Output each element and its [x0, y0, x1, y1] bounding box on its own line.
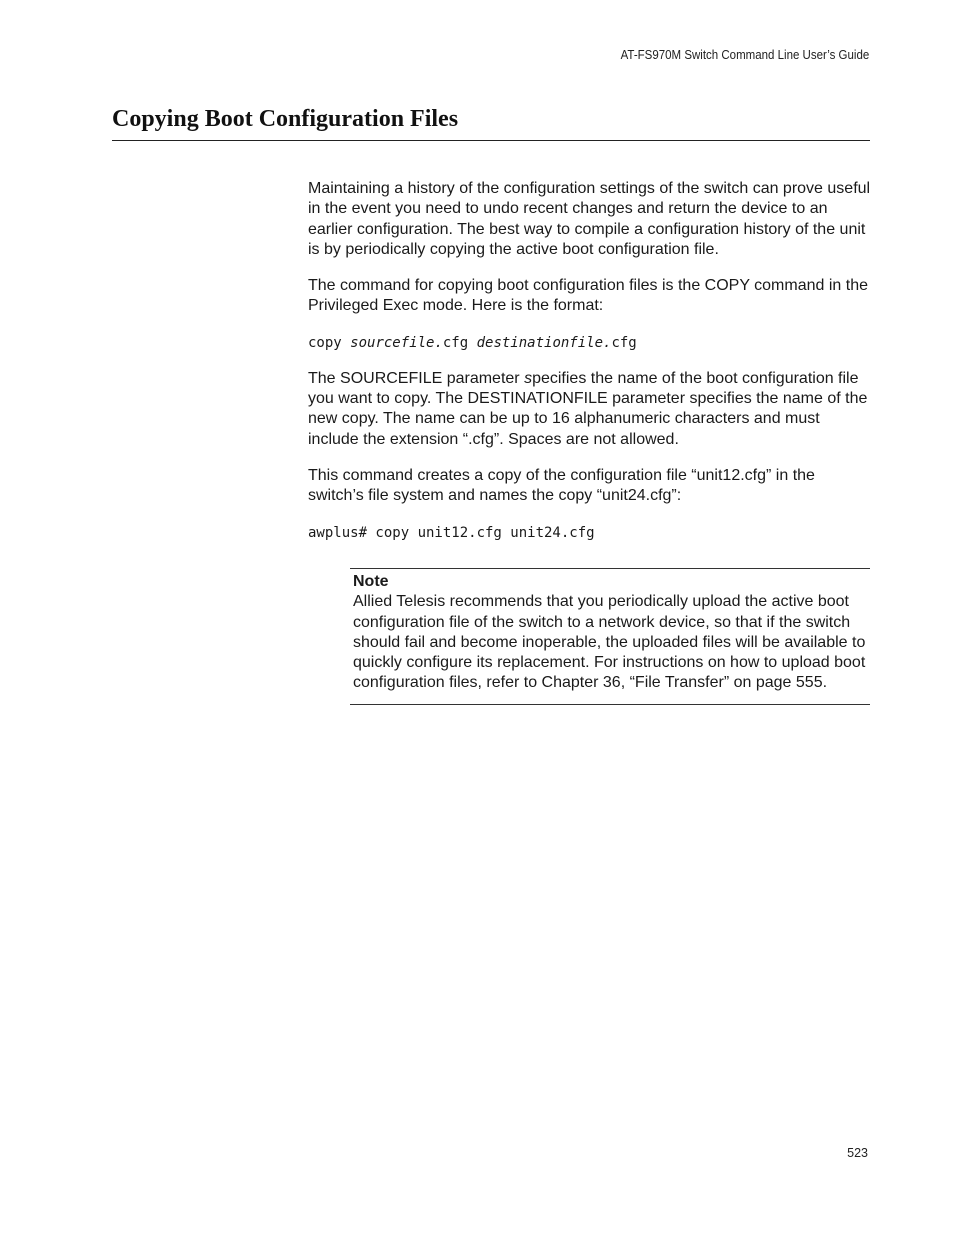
command-syntax — [308, 333, 873, 353]
section-title: Copying Boot Configuration Files — [112, 106, 459, 132]
running-header: AT-FS970M Switch Command Line User’s Guide — [620, 48, 869, 62]
note-heading: Note — [353, 573, 389, 590]
page-number: 523 — [847, 1146, 868, 1160]
intro-paragraph: Maintaining a history of the configuration settings of the switch can prove useful in the event you need to undo recent changes and return the device to an earlier configuration. The best way to compile a configuration history of the unit is by periodically copying the active boot configuration file. — [308, 180, 871, 258]
syntax-source-ext: cfg — [442, 334, 477, 351]
parameter-text-a: The SOURCEFILE parameter — [308, 369, 525, 387]
parameter-text-b: pecifies the name of the boot configuration file you want to copy. The DESTINATIONFILE parameter specifies the name of the new copy. The name can be up to 16 alphanumeric characters and must include the extension “.cfg”. Spaces are not allowed. — [308, 369, 868, 448]
parameter-paragraph — [308, 369, 873, 450]
syntax-sourcefile: sourcefile. — [350, 334, 443, 351]
body-column — [308, 179, 873, 559]
title-rule — [112, 140, 870, 141]
note-text: Allied Telesis recommends that you periodically upload the active boot configuration file of the switch to a network device, so that if the switch should fail and become inoperable, the uploaded files will be available to quickly configure its replacement. For instructions on how to upload boot configuration files, refer to Chapter 36, “File Transfer” on page 555. — [353, 593, 866, 692]
note-box — [350, 568, 870, 705]
parameter-text-italic: s — [524, 369, 533, 387]
syntax-destinationfile: destinationfile. — [476, 334, 612, 351]
example-command: awplus# copy unit12.cfg unit24.cfg — [308, 524, 595, 541]
example-paragraph: This command creates a copy of the configuration file “unit12.cfg” in the switch’s file system and names the copy “unit24.cfg”: — [308, 466, 815, 505]
syntax-destination-ext: cfg — [611, 334, 637, 351]
command-paragraph: The command for copying boot configuration files is the COPY command in the Privileged Exec mode. Here is the format: — [308, 277, 868, 315]
syntax-command: copy — [308, 334, 351, 351]
